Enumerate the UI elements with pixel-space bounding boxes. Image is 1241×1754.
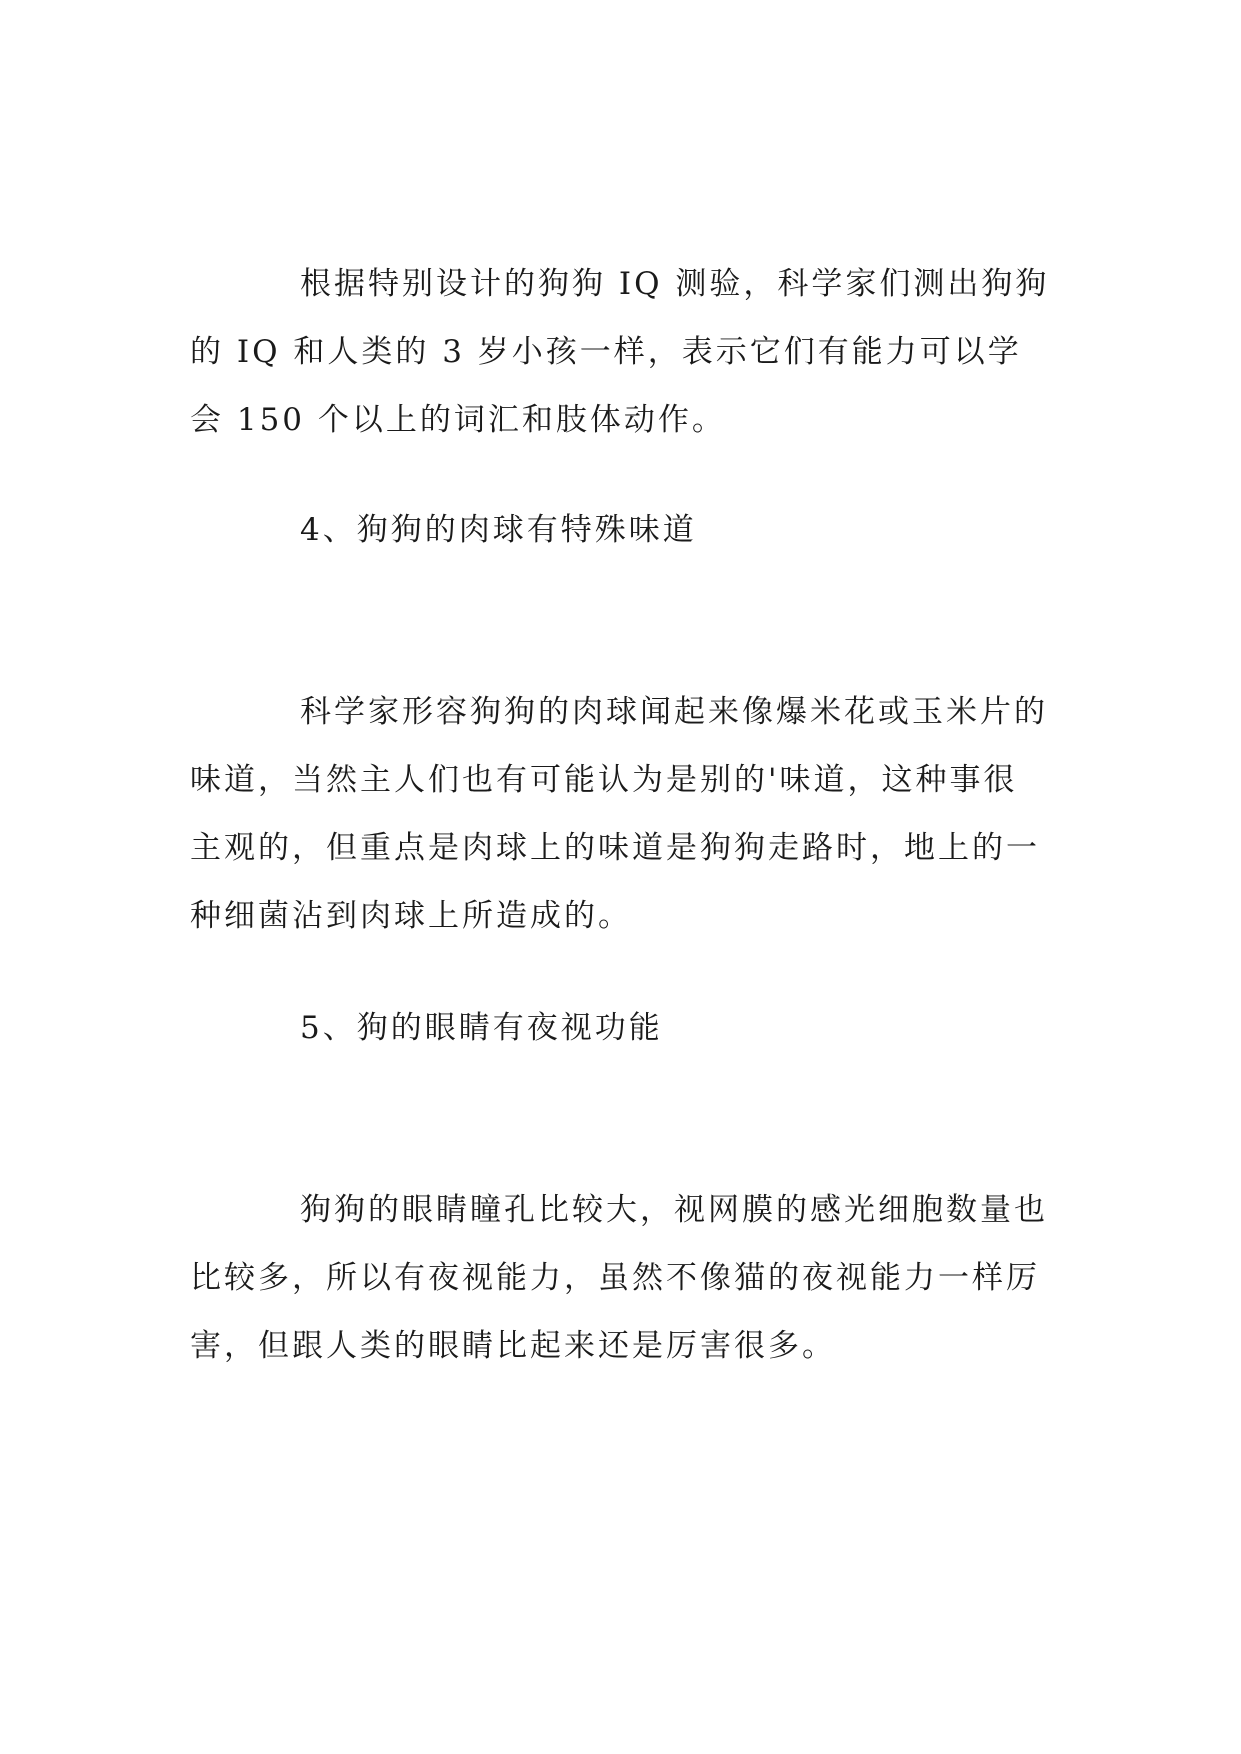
paragraph-paw-pad-smell: 科学家形容狗狗的肉球闻起来像爆米花或玉米片的味道，当然主人们也有可能认为是别的'味道，这种事很主观的，但重点是肉球上的味道是狗狗走路时，地上的一种细菌沾到肉球上所造成的。 xyxy=(190,694,1048,934)
heading-paw-pad-smell: 4、狗狗的肉球有特殊味道 xyxy=(300,512,697,548)
paragraph-night-vision: 狗狗的眼睛瞳孔比较大，视网膜的感光细胞数量也比较多，所以有夜视能力，虽然不像猫的夜视能力一样厉害，但跟人类的眼睛比起来还是厉害很多。 xyxy=(190,1192,1048,1364)
heading-night-vision: 5、狗的眼睛有夜视功能 xyxy=(300,1010,663,1046)
paragraph-dog-iq: 根据特别设计的狗狗 IQ 测验，科学家们测出狗狗的 IQ 和人类的 3 岁小孩一样，表示它们有能力可以学会 150 个以上的词汇和肢体动作。 xyxy=(190,266,1050,438)
